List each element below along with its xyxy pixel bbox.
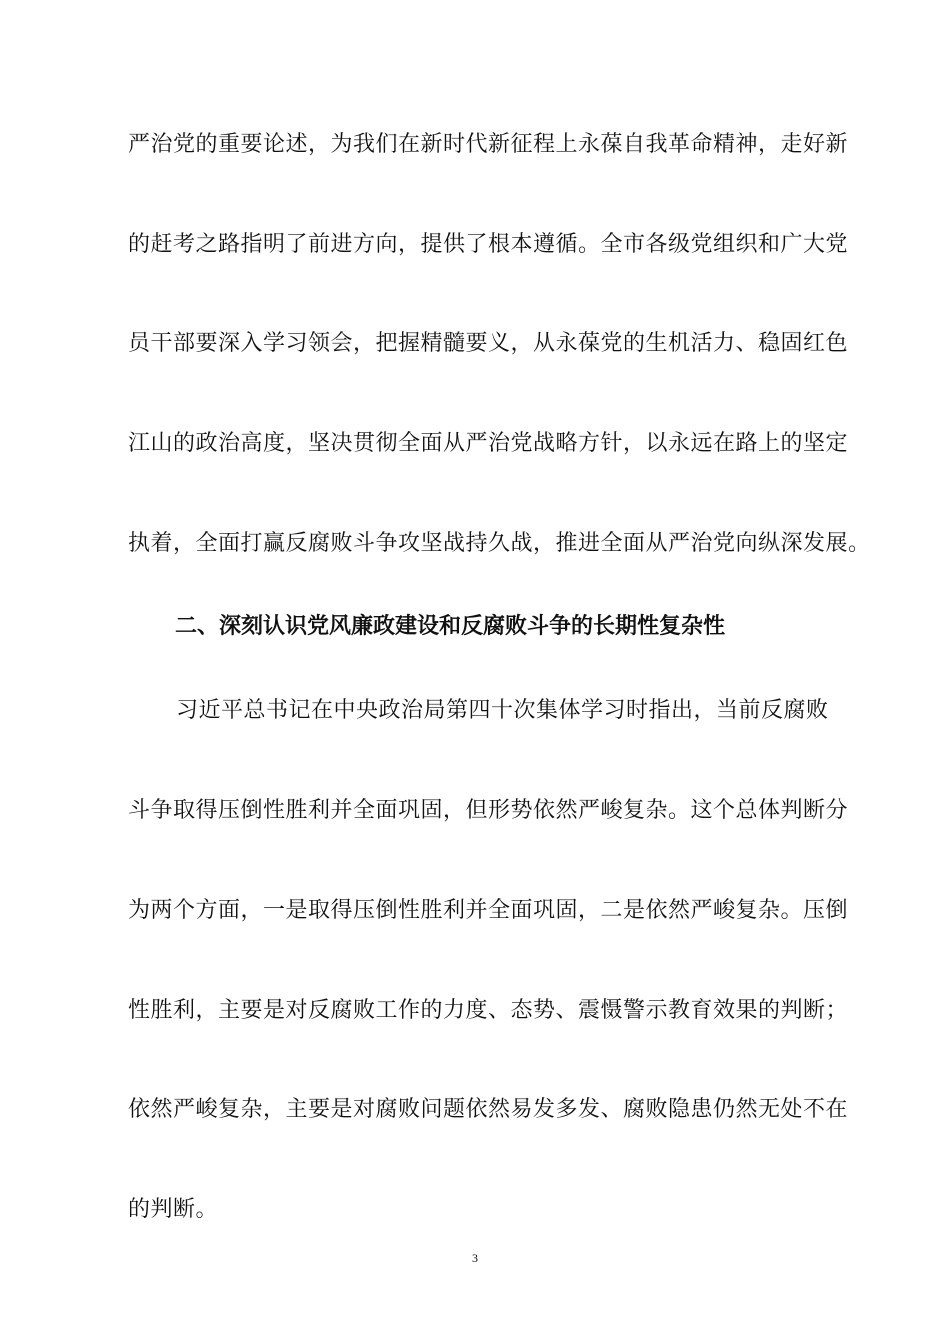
paragraph1-line-5: 执着，全面打赢反腐败斗争攻坚战持久战，推进全面从严治党向纵深发展。	[128, 531, 871, 556]
paragraph2-line-6: 的判断。	[128, 1197, 219, 1222]
paragraph1-line-1: 严治党的重要论述，为我们在新时代新征程上永葆自我革命精神，走好新	[128, 132, 849, 157]
paragraph2-line-4: 性胜利，主要是对反腐败工作的力度、态势、震慑警示教育效果的判断；	[128, 998, 849, 1023]
paragraph1-line-2: 的赶考之路指明了前进方向，提供了根本遵循。全市各级党组织和广大党	[128, 232, 849, 257]
paragraph2-line-3: 为两个方面，一是取得压倒性胜利并全面巩固，二是依然严峻复杂。压倒	[128, 898, 849, 923]
paragraph2-line-5: 依然严峻复杂，主要是对腐败问题依然易发多发、腐败隐患仍然无处不在	[128, 1097, 849, 1122]
section-heading: 二、深刻认识党风廉政建设和反腐败斗争的长期性复杂性	[175, 614, 726, 639]
paragraph1-line-4: 江山的政治高度，坚决贯彻全面从严治党战略方针，以永远在路上的坚定	[128, 431, 849, 456]
paragraph2-line-1: 习近平总书记在中央政治局第四十次集体学习时指出，当前反腐败	[176, 698, 829, 723]
paragraph1-line-3: 员干部要深入学习领会，把握精髓要义，从永葆党的生机活力、稳固红色	[128, 331, 849, 356]
paragraph2-line-2: 斗争取得压倒性胜利并全面巩固，但形势依然严峻复杂。这个总体判断分	[128, 798, 849, 823]
page-number: 3	[472, 1251, 478, 1265]
